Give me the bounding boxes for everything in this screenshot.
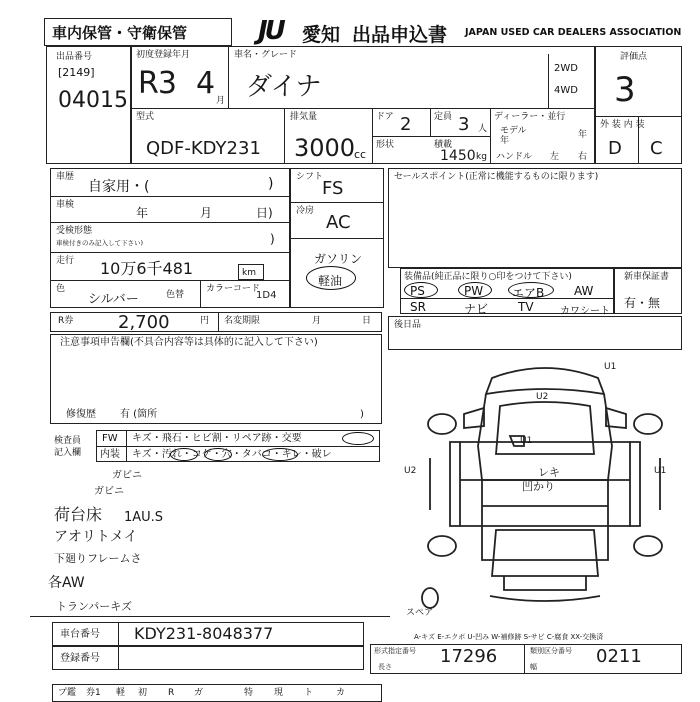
fw-items: キズ・飛石・ヒビ割・リペア跡・交要 — [132, 433, 302, 444]
voucher-box — [50, 312, 382, 332]
mark-bed: U1 — [520, 436, 533, 446]
format-value2: 0211 — [596, 646, 642, 667]
spare-label: スペア — [406, 608, 434, 618]
dealer-label: ディーラー・並行 — [494, 112, 566, 122]
inspector-label1: 検査員 — [54, 436, 82, 446]
strip-0: プ鑑 — [58, 688, 77, 698]
mark-mirror-right: U1 — [604, 362, 617, 372]
bottom-divider — [30, 616, 390, 617]
new-warranty-label: 新車保証書 — [624, 272, 670, 282]
mark-top: U2 — [536, 392, 549, 402]
circle-tobacco — [262, 448, 298, 461]
mileage-label: 走行 — [56, 256, 75, 266]
format-label: 形式指定番号 — [374, 647, 416, 655]
circle-pw — [458, 282, 492, 298]
color-code-label: カラーコード — [206, 284, 261, 294]
displacement-value: 3000 — [294, 134, 356, 162]
strip-9: カ — [336, 688, 346, 698]
shift-label: シフト — [296, 172, 324, 182]
usage-label: 車歴 — [56, 172, 75, 182]
mark-bed-note1: レキ — [538, 466, 560, 479]
model-name-value: ダイナ — [246, 72, 321, 102]
storage-label: 車内保管・守衛保管 — [52, 24, 188, 42]
warranty-note: 車検付きのみ記入して下さい) — [56, 239, 144, 247]
warranty-close: ) — [270, 232, 275, 246]
notes-label: 注意事項申告欄(不具合内容等は具体的に記入して下さい) — [60, 337, 318, 348]
inspector-hw-1: ガビニ — [112, 470, 142, 481]
repair-label: 修復歴 — [66, 409, 96, 420]
model-year-label: モデル — [500, 126, 527, 136]
first-reg-label: 初度登録年月 — [136, 50, 191, 60]
circle-ps — [404, 282, 438, 298]
color-code-value: 1D4 — [256, 290, 277, 301]
warranty-label: 受検形態 — [56, 226, 93, 236]
grade-value: 3 — [614, 70, 635, 110]
format-label2: 類別区分番号 — [530, 647, 572, 655]
after-remarks-box — [388, 316, 682, 350]
strip-1: 券1 — [86, 688, 101, 698]
exterior-grade: D — [608, 138, 622, 159]
interior-items: キズ・汚れ・コゲ・穴・タバコ・キレ・破レ — [132, 449, 332, 460]
doors-label: ドア — [376, 112, 394, 122]
circle-dirt — [170, 448, 198, 461]
displacement-unit: cc — [354, 148, 367, 161]
bottom-strip — [52, 684, 382, 702]
equip-navi: ナビ — [464, 302, 489, 316]
shape-label: 形状 — [376, 140, 395, 150]
load-label: 積載 — [434, 140, 453, 150]
damage-legend: A-キズ E-エクボ U-凹み W-補修跡 S-サビ C-腐食 XX-交換済 — [414, 633, 604, 641]
equipment-label: 装備品(純正品に限り○印をつけて下さい) — [404, 272, 572, 282]
interior-head: 内装 — [100, 449, 120, 460]
strip-3: 初 — [138, 688, 148, 698]
circle-airbag — [508, 282, 554, 298]
form-title: 出品申込書 — [352, 24, 448, 46]
fuel-diesel: 軽油 — [318, 274, 343, 288]
logo-city: 愛知 — [302, 24, 341, 46]
top-frame — [46, 46, 682, 164]
ext-int-label: 外 装 内 装 — [600, 120, 645, 130]
model-name-label: 車名・グレード — [234, 50, 298, 60]
first-reg-month: 4 — [196, 66, 215, 101]
length-label: 長さ — [378, 663, 392, 671]
lot-label: 出品番号 — [56, 52, 93, 62]
inspector-hw-2: ガビニ — [94, 486, 124, 497]
note-line-3: 下廻りフレームさ — [54, 552, 142, 565]
month-unit: 月 — [216, 96, 226, 106]
equip-ps: PS — [410, 284, 425, 298]
lot-number: 04015 — [58, 88, 128, 113]
voucher-unit: 円 — [200, 316, 210, 326]
chassis-value: KDY231-8048377 — [134, 624, 274, 643]
equip-seat: カワシート — [560, 306, 610, 317]
period-day: 日 — [362, 316, 372, 326]
color-change-label: 色替 — [166, 290, 185, 300]
strip-8: ト — [304, 688, 314, 698]
capacity-value: 3 — [458, 114, 470, 135]
sales-point-box — [388, 168, 682, 268]
note-extra: 1AU.S — [124, 510, 164, 525]
mileage-value: 10万6千481 — [100, 259, 194, 278]
shift-value: FS — [322, 178, 344, 199]
fw-head: FW — [102, 433, 118, 444]
grade-label: 評価点 — [620, 52, 648, 62]
ac-value: AC — [326, 212, 351, 233]
voucher-label: R券 — [58, 316, 74, 326]
strip-5: ガ — [194, 688, 204, 698]
format-value1: 17296 — [440, 646, 498, 667]
fuel-diesel-circle — [306, 266, 356, 290]
shaken-year: 年 — [136, 206, 149, 220]
note-line-1: 荷台床 — [54, 505, 103, 524]
repair-value: 有 (箇所 — [120, 409, 158, 420]
equip-sr: SR — [410, 300, 426, 314]
shaken-day: 日) — [256, 206, 273, 220]
note-line-4: 各AW — [48, 575, 85, 591]
association-name: JAPAN USED CAR DEALERS ASSOCIATION — [465, 27, 682, 38]
capacity-label: 定員 — [434, 112, 453, 122]
strip-2: 軽 — [116, 688, 126, 698]
lot-sub-number: [2149] — [58, 66, 95, 79]
equip-aw: AW — [574, 284, 594, 298]
mileage-unit: km — [242, 268, 256, 278]
ju-logo: JU — [258, 16, 283, 46]
width-label: 幅 — [530, 663, 537, 671]
year-label: 年 — [500, 136, 510, 146]
repair-close: ) — [360, 409, 364, 420]
period-label: 名変期限 — [224, 316, 261, 326]
usage-value: 自家用・( — [88, 179, 150, 195]
drive-2wd: 2WD — [554, 63, 578, 74]
strip-6: 特 — [244, 688, 254, 698]
mark-bed-note2: 凹かり — [522, 480, 555, 493]
year-unit: 年 — [578, 130, 588, 140]
strip-7: 現 — [274, 688, 284, 698]
mark-left: U2 — [404, 466, 417, 476]
load-unit: kg — [476, 152, 487, 162]
fuel-gasoline: ガソリン — [314, 252, 363, 266]
registration-label: 登録番号 — [60, 653, 100, 664]
first-reg-year: R3 — [138, 66, 176, 101]
equip-pw: PW — [464, 284, 484, 298]
doors-value: 2 — [400, 114, 412, 135]
sales-point-label: セールスポイント(正常に機能するものに限ります) — [394, 172, 599, 182]
new-warranty-value: 有・無 — [624, 296, 661, 310]
strip-4: R — [168, 688, 175, 698]
equip-tv: TV — [518, 300, 534, 314]
after-remarks-label: 後日品 — [394, 320, 422, 330]
type-value: QDF-KDY231 — [146, 138, 261, 159]
handle-right: 右 — [578, 152, 588, 162]
chassis-label: 車台番号 — [60, 629, 100, 640]
inspector-label2: 記入欄 — [54, 448, 82, 458]
drive-4wd: 4WD — [554, 85, 578, 96]
capacity-unit: 人 — [478, 124, 488, 134]
ac-label: 冷房 — [296, 206, 315, 216]
note-line-5: トランパーキズ — [56, 600, 133, 613]
shaken-label: 車検 — [56, 200, 75, 210]
usage-close: ) — [268, 176, 274, 192]
note-line-2: アオリトメイ — [54, 529, 138, 545]
color-value: シルバー — [88, 292, 139, 307]
displacement-label: 排気量 — [290, 112, 318, 122]
shaken-month: 月 — [200, 206, 213, 220]
color-label: 色 — [56, 284, 66, 294]
voucher-value: 2,700 — [118, 312, 170, 333]
circle-replace — [342, 432, 374, 445]
mark-right: U1 — [654, 466, 667, 476]
period-month: 月 — [312, 316, 322, 326]
type-label: 型式 — [136, 112, 155, 122]
circle-burn — [204, 448, 232, 461]
load-value: 1450 — [440, 148, 476, 164]
equip-airbag: エアB — [512, 286, 545, 300]
handle-label: ハンドル — [496, 152, 533, 162]
interior-grade: C — [650, 138, 663, 159]
handle-left: 左 — [550, 152, 560, 162]
